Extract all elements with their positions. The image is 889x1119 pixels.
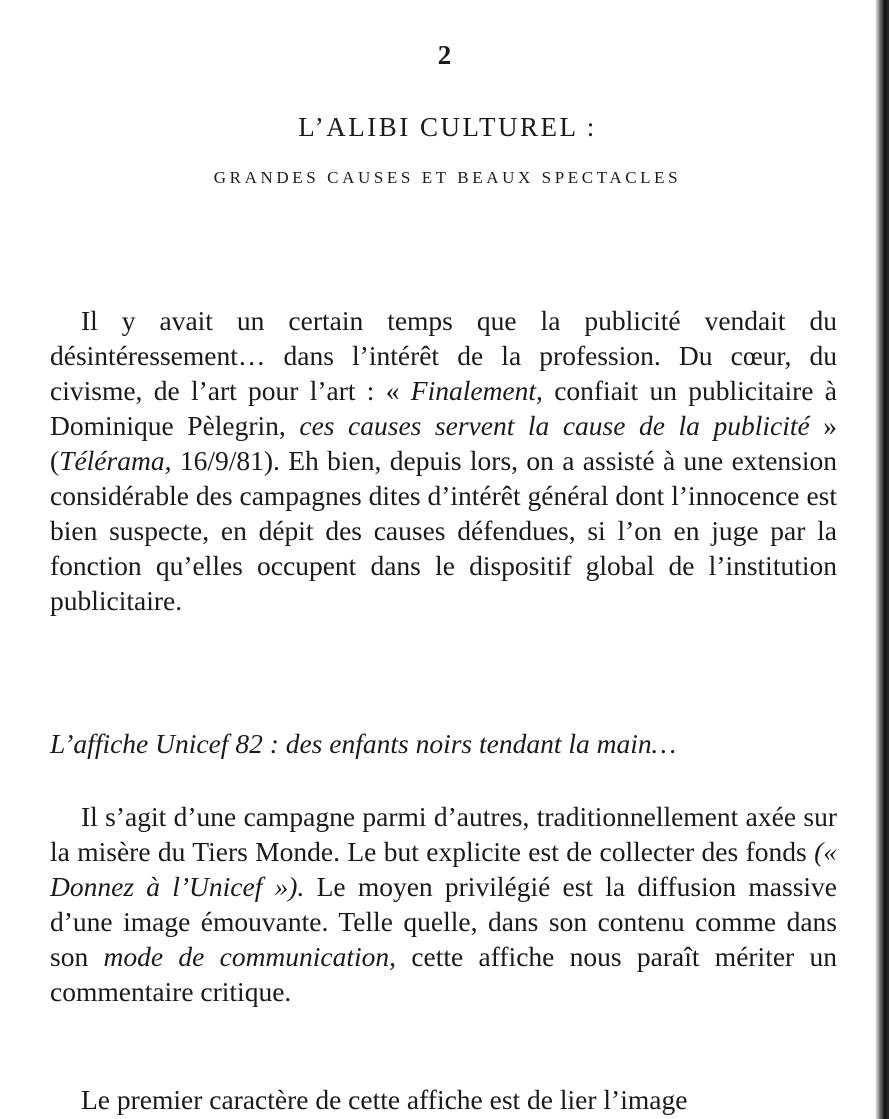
chapter-subtitle: GRANDES CAUSES ET BEAUX SPECTACLES [213, 168, 682, 187]
text-run: Le moyen privilégié est la diffusion massive d’une image émouvante. Telle quelle, dans son contenu comme dans son [50, 871, 838, 972]
text-run: » ( [50, 410, 837, 476]
paragraph-continuation [50, 1082, 837, 1117]
quote-italic: ces causes servent la cause de la publicité [299, 410, 810, 441]
paragraph-intro-text [50, 303, 837, 618]
quote-italic: Finalement, [410, 375, 543, 406]
page-edge-shadow [875, 0, 889, 1119]
paragraph-continuation-text [50, 1082, 837, 1117]
paragraph-intro [50, 303, 837, 618]
slogan-italic: (« Donnez à l’Unicef »). [50, 836, 837, 902]
emphasis-italic: mode de communication, [103, 941, 397, 972]
source-citation: Télérama, [59, 445, 172, 476]
text-run: Le premier caractère de cette affiche est de lier l’image [81, 1084, 688, 1115]
text-run: confiait un publicitaire à Dominique Pèlegrin, [50, 375, 837, 441]
text-run: 16/9/81). Eh bien, depuis lors, on a assisté à une extension considérable des campagnes dites d’intérêt général dont l’innocence est bien suspecte, en dépit des causes défendues, si l’on en juge par la fonction qu’elles occupent dans le dispositif global de l’institution publicitaire. [50, 445, 837, 616]
text-run: cette affiche nous paraît mériter un commentaire critique. [50, 941, 837, 1007]
chapter-title: L’ALIBI CULTUREL : [298, 112, 597, 142]
text-run: Il s’agit d’une campagne parmi d’autres, traditionnellement axée sur la misère du Tiers Monde. Le but explicite est de collecter des fonds [50, 801, 837, 867]
section-heading: L’affiche Unicef 82 : des enfants noirs tendant la main… [50, 728, 677, 759]
paragraph-unicef [50, 799, 837, 1009]
paragraph-unicef-text [50, 799, 837, 1009]
text-run: Il y avait un certain temps que la publicité vendait du désintéressement… dans l’intérêt de la profession. Du cœur, du civisme, de l’art pour l’art : « [50, 305, 837, 406]
page-number: 2 [437, 40, 452, 70]
